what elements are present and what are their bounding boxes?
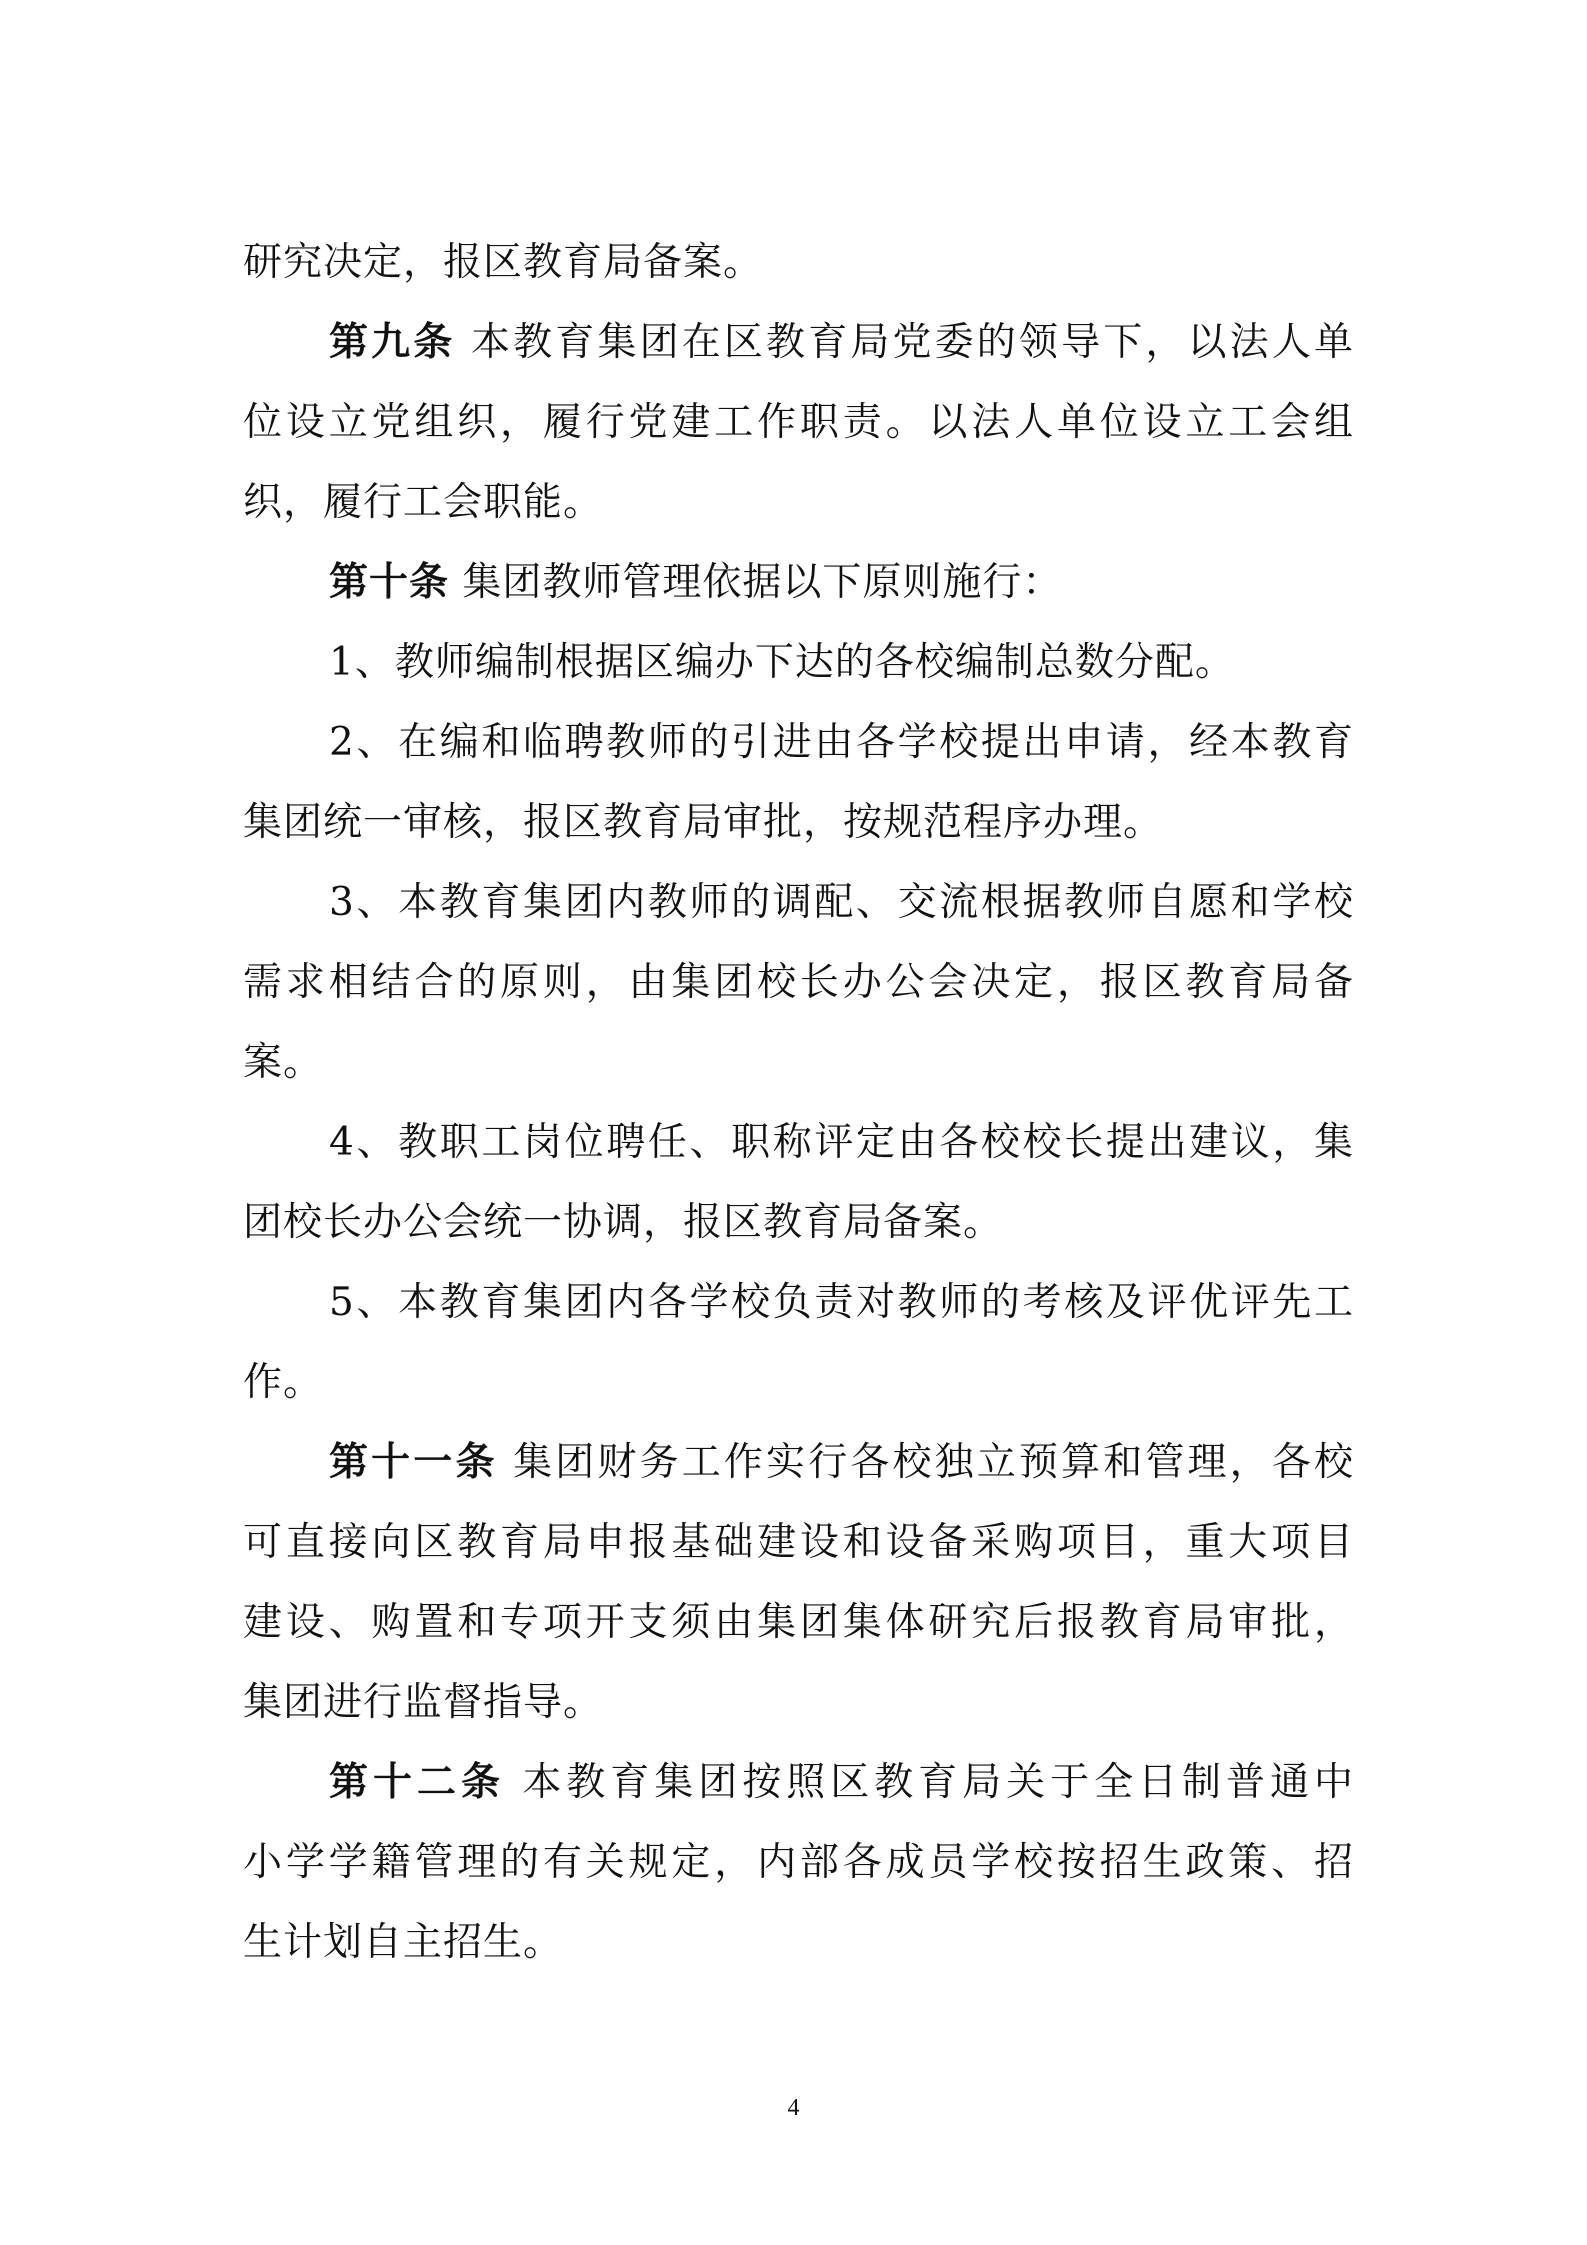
article-heading: 第九条 [329,319,456,365]
text-line-6: 1、教师编制根据区编办下达的各校编制总数分配。 [329,640,1235,685]
page-number: 4 [787,2095,800,2121]
text-line-17: 可直接向区教育局申报基础建设和设备采购项目，重大项目 [243,1520,1353,1565]
text-line-11: 案。 [243,1040,324,1085]
text-line-8: 集团统一审核，报区教育局审批，按规范程序办理。 [243,800,1164,845]
article-10-line [243,559,1063,605]
article-9-line [243,319,1353,365]
text-line-15: 作。 [243,1360,324,1405]
text-line-4: 织，履行工会职能。 [243,480,604,525]
text-line-12: 4、教职工岗位聘任、职称评定由各校校长提出建议，集 [329,1120,1353,1165]
text-line-1: 研究决定，报区教育局备案。 [243,240,764,285]
text-line-19: 集团进行监督指导。 [243,1680,604,1725]
text-line-14: 5、本教育集团内各学校负责对教师的考核及评优评先工 [329,1280,1353,1325]
text-line-7: 2、在编和临聘教师的引进由各学校提出申请，经本教育 [329,720,1353,765]
article-12-line [243,1759,1353,1805]
article-heading: 第十二条 [329,1759,505,1805]
text-line-10: 需求相结合的原则，由集团校长办公会决定，报区教育局备 [243,960,1353,1005]
article-heading: 第十一条 [329,1439,498,1485]
text-line-21: 小学学籍管理的有关规定，内部各成员学校按招生政策、招 [243,1840,1353,1885]
text-line-13: 团校长办公会统一协调，报区教育局备案。 [243,1200,1004,1245]
text-line-9: 3、本教育集团内教师的调配、交流根据教师自愿和学校 [329,880,1353,925]
article-text: 本教育集团按照区教育局关于全日制普通中 [522,1760,1353,1805]
text-line-3: 位设立党组织，履行党建工作职责。以法人单位设立工会组 [243,400,1353,445]
article-heading: 第十条 [329,559,450,605]
text-line-22: 生计划自主招生。 [243,1920,564,1965]
article-11-line [243,1439,1353,1485]
text-line-18: 建设、购置和专项开支须由集团集体研究后报教育局审批， [243,1600,1353,1645]
article-text: 本教育集团在区教育局党委的领导下，以法人单 [471,320,1353,365]
article-text: 集团财务工作实行各校独立预算和管理，各校 [513,1440,1353,1485]
article-text: 集团教师管理依据以下原则施行： [462,560,1063,605]
